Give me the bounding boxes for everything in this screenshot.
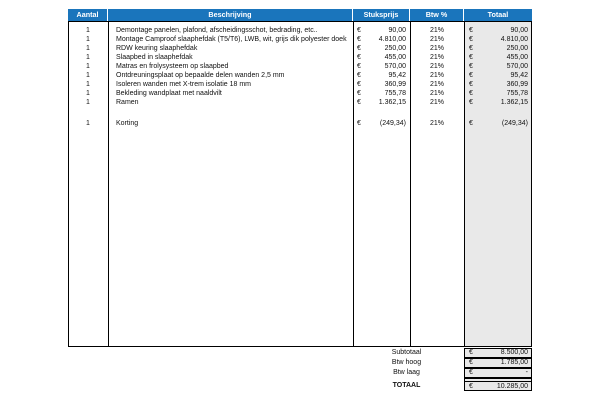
line-vat: 21% — [429, 81, 444, 88]
line-vat: 21% — [429, 90, 444, 97]
line-description: Matras en frolysysteem op slaapbed — [116, 63, 229, 70]
currency-symbol: € — [469, 99, 473, 106]
vat-high-row — [68, 358, 532, 368]
line-total: 95,42 — [510, 72, 528, 79]
grand-total-row — [68, 380, 532, 391]
line-description: Demontage panelen, plafond, afscheidingsschot, bedrading, etc.. — [116, 27, 318, 34]
line-total: 755,78 — [506, 90, 528, 97]
line-qty: 1 — [86, 72, 90, 79]
line-qty: 1 — [86, 120, 90, 127]
subtotal-label: Subtotaal — [391, 349, 422, 356]
table-row — [68, 98, 532, 107]
line-description: Ontdreuningsplaat op bepaalde delen wanden 2,5 mm — [116, 72, 285, 79]
line-unit-price: 570,00 — [384, 63, 406, 70]
line-unit-price: 4.810,00 — [378, 36, 406, 43]
line-qty: 1 — [86, 54, 90, 61]
line-qty: 1 — [86, 45, 90, 52]
vat-high-box — [464, 358, 532, 368]
currency-symbol: € — [357, 81, 361, 88]
header-total: Totaal — [487, 10, 509, 19]
line-unit-price: 90,00 — [388, 27, 406, 34]
line-total: 360,99 — [506, 81, 528, 88]
currency-symbol: € — [357, 72, 361, 79]
line-vat: 21% — [429, 72, 444, 79]
vat-high-label: Btw hoog — [391, 359, 422, 366]
line-qty: 1 — [86, 81, 90, 88]
table-row — [68, 35, 532, 44]
table-row — [68, 44, 532, 53]
line-unit-price: 1.362,15 — [378, 99, 406, 106]
table-row — [68, 71, 532, 80]
header-vat: Btw % — [410, 9, 464, 21]
currency-symbol: € — [357, 120, 361, 127]
currency-symbol: € — [469, 369, 473, 376]
vat-low-label: Btw laag — [393, 369, 420, 376]
line-vat: 21% — [429, 36, 444, 43]
currency-symbol: € — [357, 63, 361, 70]
currency-symbol: € — [357, 54, 361, 61]
currency-symbol: € — [469, 120, 473, 127]
table-row — [68, 26, 532, 35]
currency-symbol: € — [469, 54, 473, 61]
subtotal-box — [464, 348, 532, 358]
line-description: Bekleding wandplaat met naaldvilt — [116, 90, 222, 97]
table-header — [68, 9, 532, 21]
currency-symbol: € — [469, 383, 473, 390]
line-qty: 1 — [86, 36, 90, 43]
line-total: 570,00 — [506, 63, 528, 70]
line-qty: 1 — [86, 63, 90, 70]
line-qty: 1 — [86, 27, 90, 34]
line-vat: 21% — [429, 27, 444, 34]
currency-symbol: € — [469, 36, 473, 43]
currency-symbol: € — [469, 81, 473, 88]
currency-symbol: € — [357, 45, 361, 52]
table-row — [68, 119, 532, 128]
line-total: 4.810,00 — [500, 36, 528, 43]
currency-symbol: € — [357, 90, 361, 97]
line-vat: 21% — [429, 54, 444, 61]
table-row — [68, 53, 532, 62]
vat-low-row — [68, 368, 532, 378]
line-total: 250,00 — [506, 45, 528, 52]
currency-symbol: € — [469, 90, 473, 97]
table-row — [68, 62, 532, 71]
header-qty: Aantal — [68, 9, 108, 21]
line-unit-price: (249,34) — [379, 120, 406, 127]
line-description: Slaapbed in slaaphefdak — [116, 54, 193, 61]
line-description: Isoleren wanden met X-trem isolatie 18 mm — [116, 81, 251, 88]
line-vat: 21% — [429, 99, 444, 106]
grand-total-box — [464, 381, 532, 391]
invoice-sheet — [68, 9, 532, 391]
vat-low-box — [464, 368, 532, 378]
line-total: 1.362,15 — [500, 99, 528, 106]
currency-symbol: € — [357, 36, 361, 43]
line-total: 90,00 — [510, 27, 528, 34]
line-description: RDW keuring slaaphefdak — [116, 45, 198, 52]
line-description: Ramen — [116, 99, 139, 106]
currency-symbol: € — [469, 72, 473, 79]
grand-total-value: 10.285,00 — [496, 383, 528, 390]
currency-symbol: € — [469, 359, 473, 366]
table-row — [68, 80, 532, 89]
line-unit-price: 95,42 — [388, 72, 406, 79]
header-unit-price: Stuksprijs — [353, 9, 410, 21]
line-unit-price: 455,00 — [384, 54, 406, 61]
currency-symbol: € — [357, 99, 361, 106]
line-description: Montage Camproof slaaphefdak (T5/T6), LWB, wit, grijs dik polyester doek — [116, 36, 347, 43]
currency-symbol: € — [469, 63, 473, 70]
line-unit-price: 250,00 — [384, 45, 406, 52]
line-vat: 21% — [429, 120, 444, 127]
currency-symbol: € — [469, 45, 473, 52]
currency-symbol: € — [469, 27, 473, 34]
currency-symbol: € — [357, 27, 361, 34]
line-unit-price: 755,78 — [384, 90, 406, 97]
line-vat: 21% — [429, 63, 444, 70]
subtotal-value: 8.500,00 — [500, 349, 528, 356]
line-total: 455,00 — [506, 54, 528, 61]
line-unit-price: 360,99 — [384, 81, 406, 88]
vat-high-value: 1.785,00 — [500, 359, 528, 366]
grand-total-label: TOTAAL — [392, 382, 421, 389]
vat-low-value: - — [525, 369, 528, 376]
line-description: Korting — [116, 120, 139, 127]
line-total: (249,34) — [501, 120, 528, 127]
line-qty: 1 — [86, 99, 90, 106]
table-row — [68, 89, 532, 98]
header-description: Beschrijving — [108, 9, 353, 21]
currency-symbol: € — [469, 349, 473, 356]
subtotal-row — [68, 348, 532, 358]
line-qty: 1 — [86, 90, 90, 97]
line-vat: 21% — [429, 45, 444, 52]
